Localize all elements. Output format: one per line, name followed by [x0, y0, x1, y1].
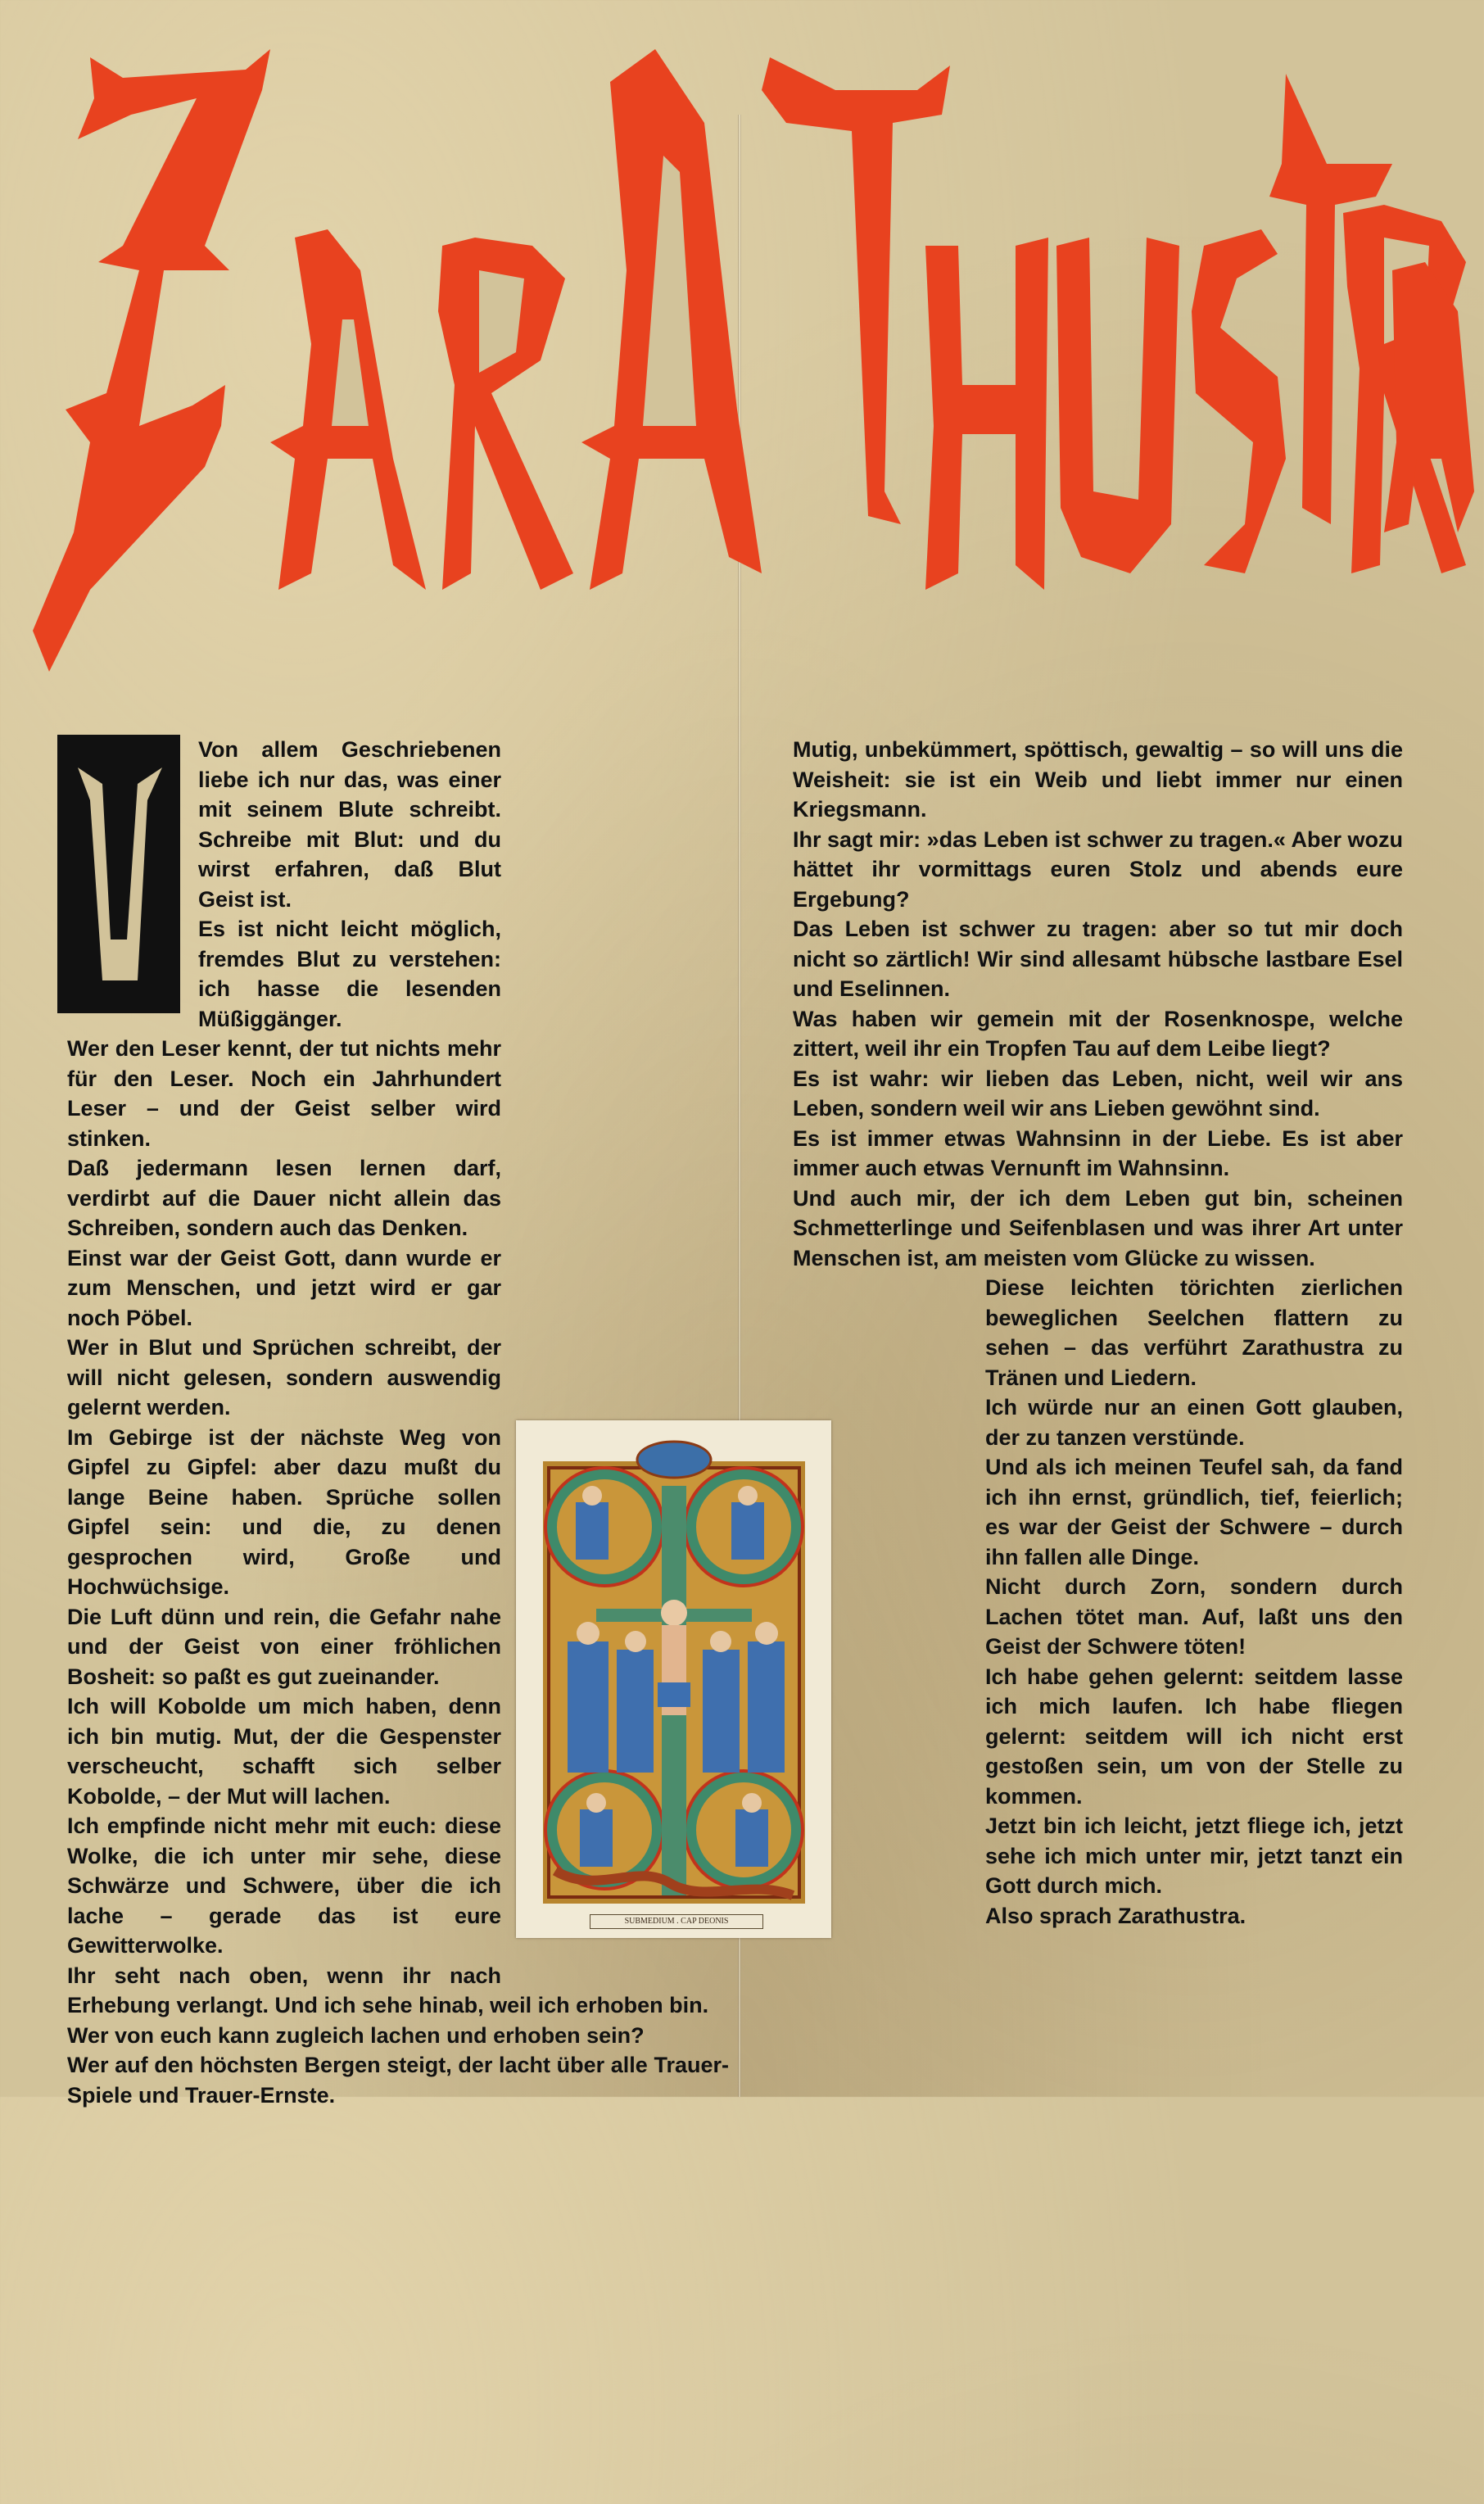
paragraph: Wer in Blut und Sprüchen schreibt, der will nicht gelesen, sondern auswendig gelernt werden.: [67, 1335, 501, 1420]
paragraph: Und auch mir, der ich dem Leben gut bin, scheinen Schmetterlinge und Seifenblasen und was ihrer Art unter Menschen ist, am meisten vom Glücke zu wissen.: [793, 1185, 1403, 1270]
right-text-column: [793, 735, 1403, 2504]
paragraph: Wer von euch kann zugleich lachen und erhoben sein?: [67, 2022, 645, 2048]
paragraph: Also sprach Zarathustra.: [985, 1903, 1246, 1928]
paragraph: Diese leichten törichten zierlichen beweglichen Seelchen flattern zu sehen – das verführt Zarathustra zu Tränen und Liedern.: [985, 1275, 1403, 1390]
paragraph: Nicht durch Zorn, sondern durch Lachen tötet man. Auf, laßt uns den Geist der Schwere töten!: [985, 1574, 1403, 1659]
paragraph: Ich würde nur an einen Gott glauben, der zu tanzen verstünde.: [985, 1395, 1403, 1450]
dropcap-letter-v: [66, 751, 172, 997]
paragraph: Ihr seht nach oben, wenn ihr nach Erhebung verlangt. Und ich sehe hinab, weil ich erhoben bin.: [67, 1963, 709, 2017]
illuminated-tree-of-life-image: [516, 1420, 831, 1938]
paragraph: Einst war der Geist Gott, dann wurde er zum Menschen, und jetzt wird er gar noch Pöbel.: [67, 1245, 501, 1330]
paragraph: Es ist nicht leicht möglich, fremdes Blut zu verstehen: ich hasse die lesenden Müßiggänger.: [198, 917, 501, 1031]
dropcap: [57, 735, 180, 1013]
paragraph: Mutig, unbekümmert, spöttisch, gewaltig – so will uns die Weisheit: sie ist ein Weib und liebt immer nur einen Kriegsmann.: [793, 737, 1403, 822]
illumination-caption-banner: SUBMEDIUM . CAP DEONIS: [590, 1914, 763, 1929]
paragraph: Jetzt bin ich leicht, jetzt fliege ich, jetzt sehe ich mich unter mir, jetzt tanzt ein Gott durch mich.: [985, 1813, 1403, 1898]
paragraph: Die Luft dünn und rein, die Gefahr nahe und der Geist von einer fröhlichen Bosheit: so paßt es gut zueinander.: [67, 1604, 501, 1689]
paragraph: Wer auf den höchsten Bergen steigt, der lacht über alle Trauer-Spiele und Trauer-Ernste.: [67, 2053, 729, 2108]
paragraph: Ich empfinde nicht mehr mit euch: diese Wolke, die ich unter mir sehe, diese Schwärze und Schwere, über die ich lache – gerade das ist eure Gewitterwolke.: [67, 1813, 501, 1958]
paragraph: Ihr sagt mir: »das Leben ist schwer zu tragen.« Aber wozu hättet ihr vormittags euren Stolz und abends eure Ergebung?: [793, 826, 1403, 912]
paragraph: Daß jedermann lesen lernen darf, verdirbt auf die Dauer nicht allein das Schreiben, sondern auch das Denken.: [67, 1156, 501, 1240]
paragraph: Das Leben ist schwer zu tragen: aber so tut mir doch nicht so zärtlich! Wir sind allesamt hübsche lastbare Esel und Eselinnen.: [793, 917, 1403, 1001]
paragraph: Wer den Leser kennt, der tut nichts mehr für den Leser. Noch ein Jahrhundert Leser – und der Geist selber wird stinken.: [67, 1036, 501, 1151]
zarathustra-title-lettering: [0, 0, 1484, 704]
illumination-artwork: [539, 1437, 809, 1920]
paragraph: Von allem Geschriebenen liebe ich nur das, was einer mit seinem Blute schreibt. Schreibe mit Blut: und du wirst erfahren, daß Blut Geist ist.: [198, 737, 501, 912]
paragraph: Was haben wir gemein mit der Rosenknospe, welche zittert, weil ihr ein Tropfen Tau auf dem Leibe liegt?: [793, 1006, 1403, 1061]
paragraph: Im Gebirge ist der nächste Weg von Gipfel zu Gipfel: aber dazu mußt du lange Beine haben. Sprüche sollen Gipfel sein: und die, zu denen gesprochen wird, Große und Hochwüchsige.: [67, 1424, 501, 1599]
paragraph: Es ist immer etwas Wahnsinn in der Liebe. Es ist aber immer auch etwas Vernunft im Wahnsinn.: [793, 1125, 1403, 1180]
paragraph: Ich will Kobolde um mich haben, denn ich bin mutig. Mut, der die Gespenster verscheucht, schafft sich selber Kobolde, – der Mut will lachen.: [67, 1694, 501, 1809]
paragraph: Und als ich meinen Teufel sah, da fand ich ihn ernst, gründlich, tief, feierlich; es war der Geist der Schwere – durch ihn fallen alle Dinge.: [985, 1455, 1403, 1569]
paragraph: Es ist wahr: wir lieben das Leben, nicht, weil wir ans Leben, sondern weil wir ans Lieben gewöhnt sind.: [793, 1066, 1403, 1121]
paragraph: Ich habe gehen gelernt: seitdem lasse ich mich laufen. Ich habe fliegen gelernt: seitdem will ich nicht erst gestoßen sein, um von der Stelle zu kommen.: [985, 1664, 1403, 1809]
